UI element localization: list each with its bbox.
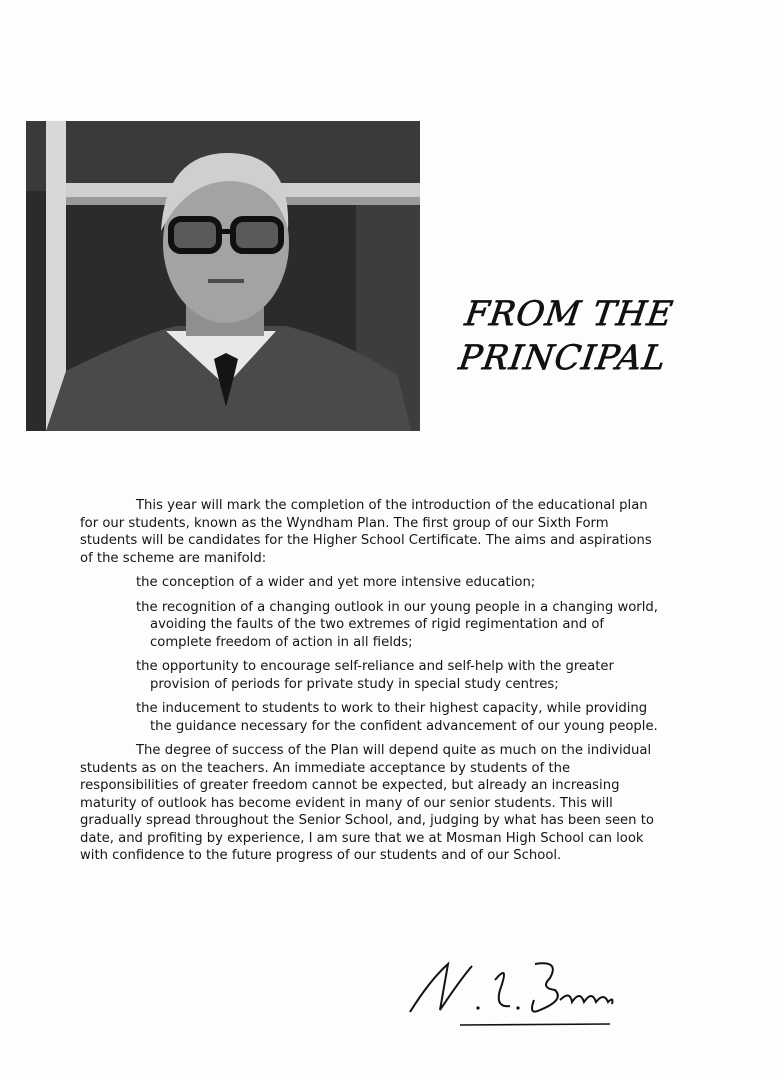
page-title	[456, 292, 768, 380]
title-line-1: FROM THE	[462, 294, 676, 334]
principal-portrait-photo	[26, 121, 420, 431]
list-item: the recognition of a changing outlook in our young people in a changing world, avoiding the faults of the two extremes of rigid regimentation and of complete freedom of action in all fields;	[136, 599, 658, 650]
list-item: the opportunity to encourage self-reliance and self-help with the greater provision of periods for private study in special study centres;	[136, 659, 614, 692]
list-item: the conception of a wider and yet more intensive education;	[136, 575, 536, 590]
letter-body	[80, 497, 660, 865]
closing-paragraph: The degree of success of the Plan will depend quite as much on the individual students as on the teachers. An immediate acceptance by students of the responsibilities of greater freedom cannot be expected, but already an increasing maturity of outlook has become evident in many of our senior students. This will gradually spread throughout the Senior School, and, judging by what has been seen to date, and profiting by experience, I am sure that we at Mosman High School can look with confidence to the future progress of our students and of our School.	[80, 743, 654, 863]
handwritten-signature	[400, 950, 630, 1040]
title-line-2: PRINCIPAL	[456, 338, 669, 378]
intro-paragraph: This year will mark the completion of the introduction of the educational plan for our students, known as the Wyndham Plan. The first group of our Sixth Form students will be candidates for the Higher School Certificate. The aims and aspirations of the scheme are manifold:	[80, 498, 652, 566]
aims-list	[80, 574, 660, 735]
list-item: the inducement to students to work to their highest capacity, while providing the guidance necessary for the confident advancement of our young people.	[136, 701, 658, 734]
